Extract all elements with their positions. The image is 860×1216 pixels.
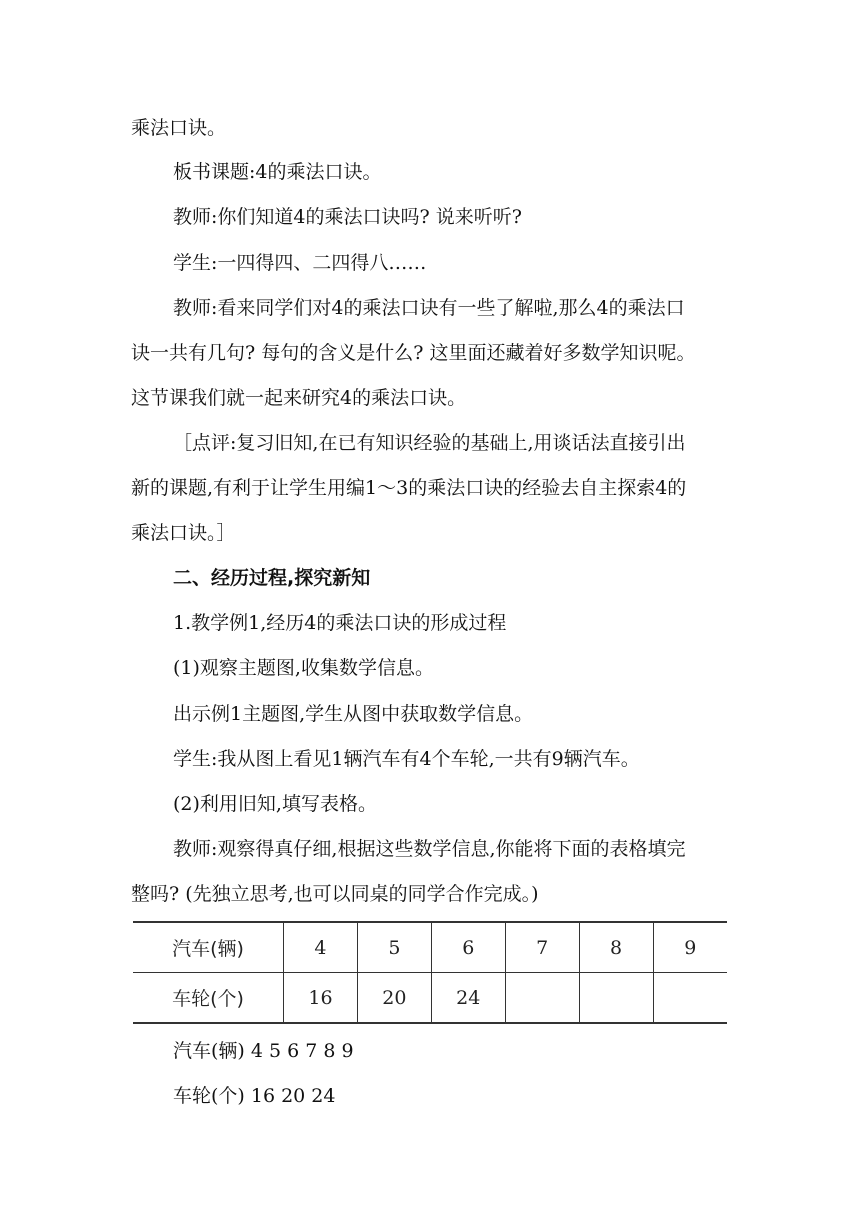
table-cell-empty: [579, 973, 653, 1024]
text-line: 教师:看来同学们对4的乘法口诀有一些了解啦,那么4的乘法口: [173, 297, 685, 319]
row-header-cars: 汽车(辆): [133, 922, 284, 973]
text-line: 汽车(辆) 4 5 6 7 8 9: [173, 1040, 354, 1062]
cars-wheels-table: [133, 921, 727, 1024]
text-line: 乘法口诀。: [131, 117, 227, 139]
text-line: 诀一共有几句? 每句的含义是什么? 这里面还藏着好多数学知识呢。: [131, 342, 696, 364]
text-line: 教师:你们知道4的乘法口诀吗? 说来听听?: [173, 206, 522, 228]
text-line: 板书课题:4的乘法口诀。: [173, 161, 382, 183]
table-cell: 20: [357, 973, 431, 1024]
table-cell-empty: [653, 973, 727, 1024]
table-cell: 6: [431, 922, 505, 973]
text-line: 出示例1主题图,学生从图中获取数学信息。: [173, 703, 534, 725]
table-cell: 7: [505, 922, 579, 973]
text-line: (2)利用旧知,填写表格。: [173, 793, 377, 815]
text-line: 教师:观察得真仔细,根据这些数学信息,你能将下面的表格填完: [173, 838, 686, 860]
text-line: 1.教学例1,经历4的乘法口诀的形成过程: [173, 612, 507, 634]
row-header-wheels: 车轮(个): [133, 973, 284, 1024]
table-cell: 24: [431, 973, 505, 1024]
table-row-wheels: [133, 973, 727, 1024]
table-row-cars: [133, 922, 727, 973]
table-cell: 9: [653, 922, 727, 973]
comment-line: ［点评:复习旧知,在已有知识经验的基础上,用谈话法直接引出: [173, 432, 686, 454]
text-line: 学生:我从图上看见1辆汽车有4个车轮,一共有9辆汽车。: [173, 748, 640, 770]
text-line: 这节课我们就一起来研究4的乘法口诀。: [131, 387, 467, 409]
comment-line: 新的课题,有利于让学生用编1～3的乘法口诀的经验去自主探索4的: [131, 477, 687, 499]
section-heading: 二、经历过程,探究新知: [173, 567, 371, 589]
text-line: (1)观察主题图,收集数学信息。: [173, 657, 434, 679]
table-cell-empty: [505, 973, 579, 1024]
table-cell: 16: [284, 973, 358, 1024]
text-line: 学生:一四得四、二四得八……: [173, 252, 427, 274]
table-cell: 5: [357, 922, 431, 973]
table-cell: 4: [284, 922, 358, 973]
table-cell: 8: [579, 922, 653, 973]
text-line: 车轮(个) 16 20 24: [173, 1085, 336, 1107]
comment-line: 乘法口诀。］: [131, 522, 236, 544]
text-line: 整吗? (先独立思考,也可以同桌的同学合作完成。): [131, 883, 539, 905]
